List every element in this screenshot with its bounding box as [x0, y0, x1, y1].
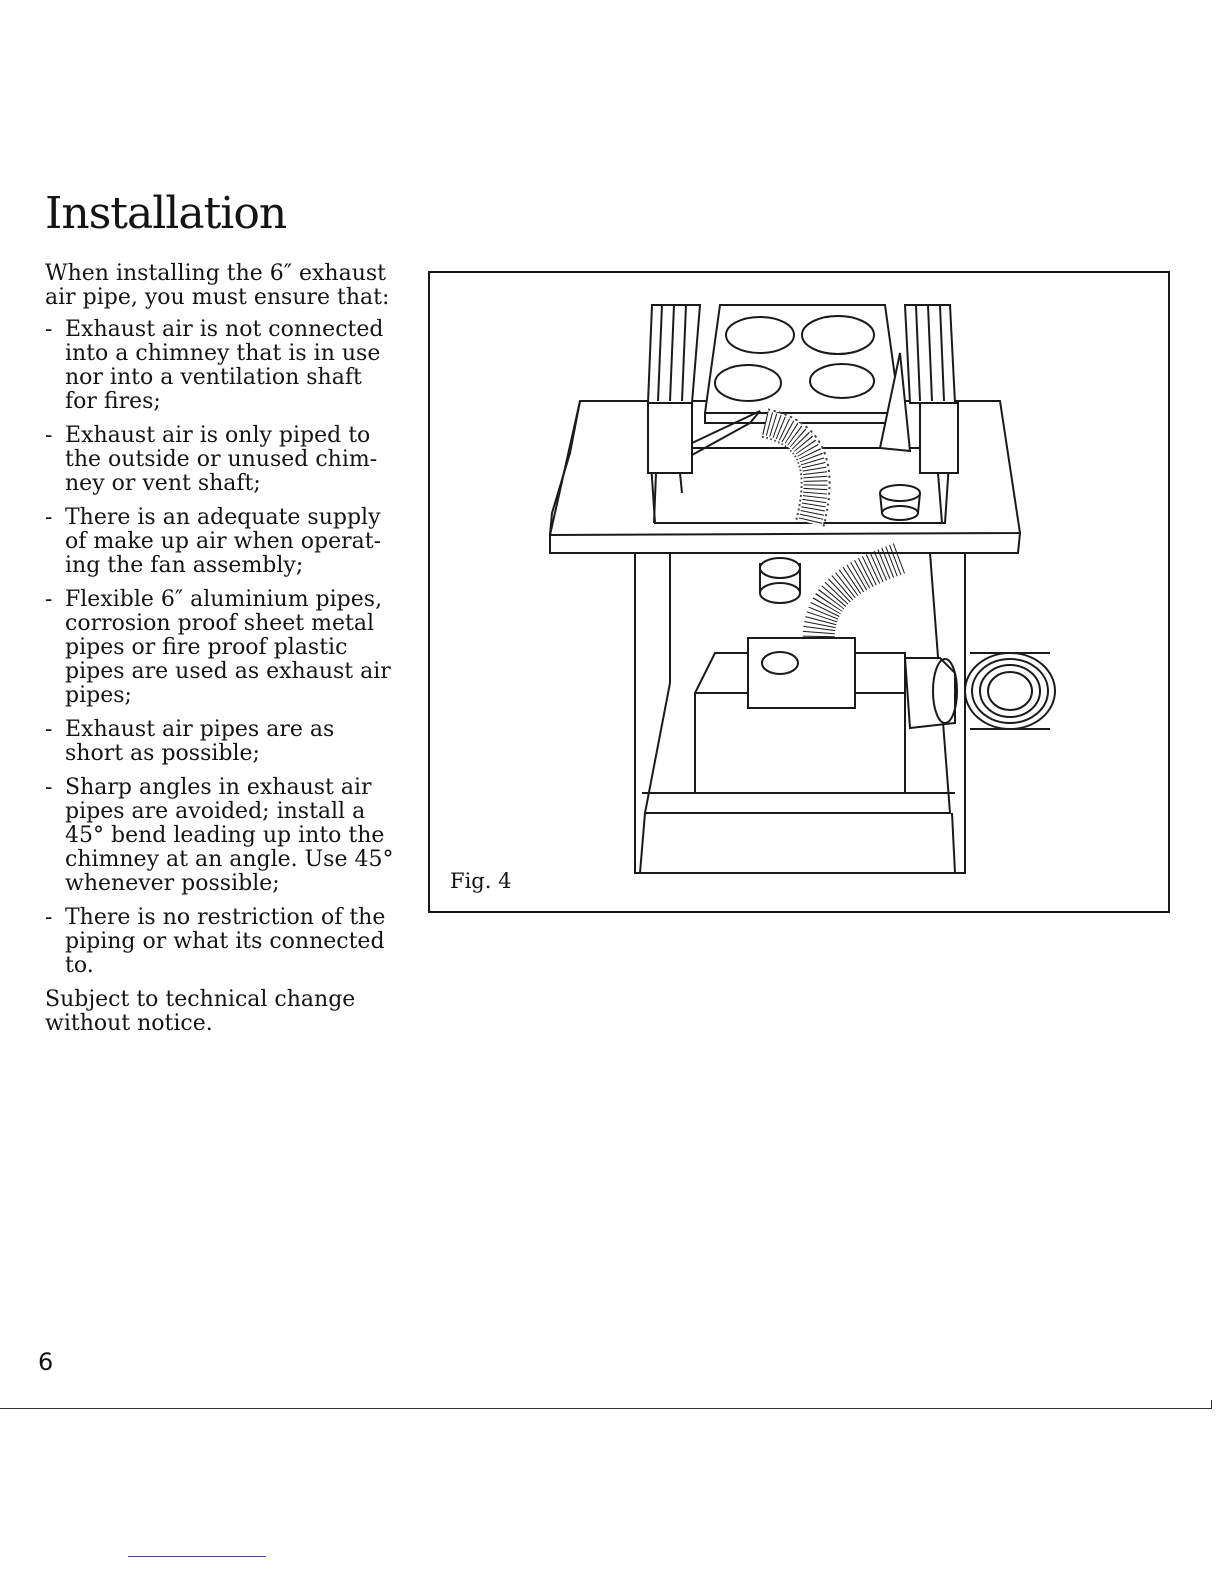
figure-caption: Fig. 4	[450, 869, 512, 893]
footer-divider-tick	[1211, 1400, 1212, 1408]
list-item: - Exhaust air pipes are as short as possible;	[45, 717, 335, 766]
installation-figure	[428, 271, 1170, 913]
list-item: - Exhaust air is not connected into a chimney that is in use nor into a ventilation shaft for fires;	[45, 317, 384, 414]
technical-change-note: Subject to technical change without notice.	[45, 987, 356, 1036]
list-item: - Exhaust air is only piped to the outside or unused chim-ney or vent shaft;	[45, 423, 378, 496]
list-item: - There is an adequate supply of make up air when operat-ing the fan assembly;	[45, 505, 382, 578]
footer-divider	[0, 1408, 1212, 1409]
requirements-list	[45, 318, 395, 978]
intro-text: When installing the 6″ exhaust air pipe, you must ensure that:	[45, 261, 390, 310]
bottom-link-underline	[128, 1556, 266, 1557]
instructions-column	[45, 262, 395, 1042]
cooktop-installation-diagram	[430, 273, 1168, 911]
list-item: - Flexible 6″ aluminium pipes, corrosion proof sheet metal pipes or fire proof plastic pipes are used as exhaust air pipes;	[45, 587, 391, 708]
page-title: Installation	[45, 188, 287, 239]
list-item: - There is no restriction of the piping or what its connected to.	[45, 905, 386, 978]
page-number: 6	[38, 1348, 54, 1376]
list-item: - Sharp angles in exhaust air pipes are avoided; install a 45° bend leading up into the chimney at an angle. Use 45° whenever possible;	[45, 775, 394, 896]
